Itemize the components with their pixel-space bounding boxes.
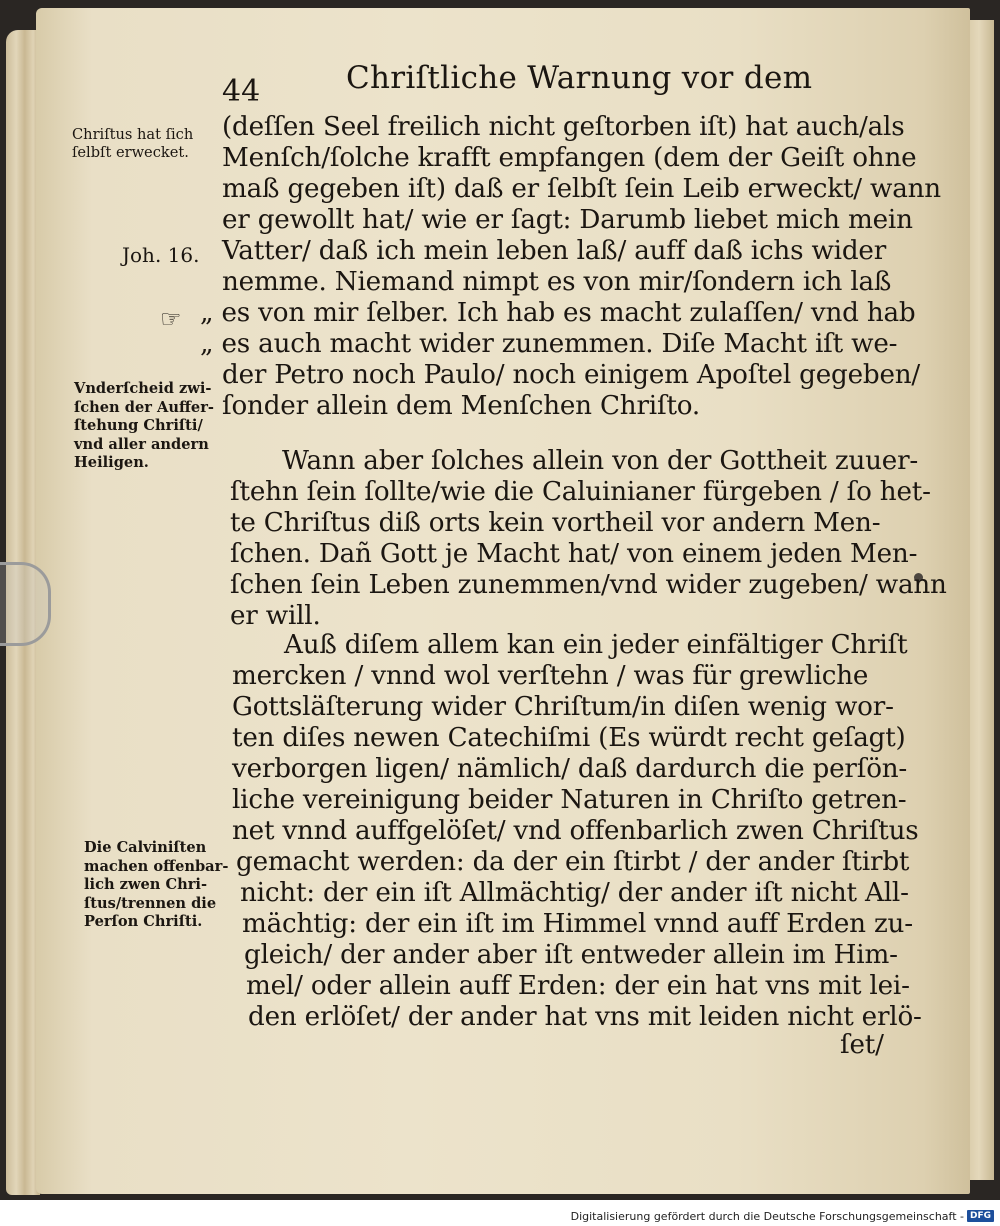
body-line: mächtig: der ein iſt im Himmel vnnd auff Erden zu-: [242, 909, 913, 939]
margin-note-3: [74, 380, 214, 473]
margin-note-line: Heiligen.: [74, 454, 149, 471]
dfg-logo: DFG: [967, 1210, 994, 1222]
body-line: er will.: [230, 601, 321, 631]
margin-note-line: ſtus/trennen die: [84, 894, 217, 912]
margin-note-1: [72, 126, 193, 162]
pointing-hand-icon: ☞: [160, 305, 182, 333]
body-line: net vnnd auffgelöſet/ vnd offenbarlich zwen Chriſtus: [232, 816, 919, 846]
margin-note-line: Die Calviniſten: [84, 839, 207, 856]
page-clip-marker: [0, 562, 51, 646]
margin-note-line: Joh. 16.: [122, 243, 200, 267]
margin-note-line: lich zwen Chri-: [84, 876, 208, 893]
margin-note-4: [84, 839, 228, 932]
margin-note-line: ſtehung Chriſti/: [74, 417, 203, 434]
body-line: (deſſen Seel freilich nicht geſtorben iſt) hat auch/als: [222, 112, 905, 142]
catchword: ſet/: [840, 1030, 884, 1060]
margin-note-line: Perſon Chriſti.: [84, 913, 203, 930]
body-line: ſchen ſein Leben zunemmen/vnd wider zugeben/ wann: [230, 570, 947, 600]
margin-note-line: Chriſtus hat ſich: [72, 126, 194, 143]
body-line: maß gegeben iſt) daß er ſelbſt ſein Leib erweckt/ wann: [222, 174, 941, 204]
body-line: te Chriſtus diß orts kein vortheil vor andern Men-: [230, 508, 881, 538]
margin-note-line: Vnderſcheid zwi-: [74, 380, 212, 397]
body-line: nicht: der ein iſt Allmächtig/ der ander iſt nicht All-: [240, 878, 909, 908]
body-line: er gewollt hat/ wie er ſagt: Darumb liebet mich mein: [222, 205, 913, 235]
body-line: Wann aber ſolches allein von der Gottheit zuuer-: [282, 446, 919, 476]
body-line: nemme. Niemand nimpt es von mir/ſondern ich laß: [222, 267, 892, 297]
body-line: „ es auch macht wider zunemmen. Diſe Macht iſt we-: [200, 329, 898, 359]
body-line: der Petro noch Paulo/ noch einigem Apoſtel gegeben/: [222, 360, 921, 390]
body-line: ſtehn ſein ſollte/wie die Caluinianer fürgeben / ſo het-: [230, 477, 931, 507]
body-line: gemacht werden: da der ein ſtirbt / der ander ſtirbt: [236, 847, 910, 877]
running-title: Chriſtliche Warnung vor dem: [346, 60, 813, 96]
margin-note-line: ſelbſt erwecket.: [72, 144, 189, 161]
body-line: Menſch/ſolche krafft empfangen (dem der Geiſt ohne: [222, 143, 917, 173]
footer-text: Digitalisierung gefördert durch die Deutsche Forschungsgemeinschaft -: [570, 1209, 964, 1223]
body-line: Gottsläſterung wider Chriſtum/in diſen wenig wor-: [232, 692, 894, 722]
body-line: Auß diſem allem kan ein jeder einfältiger Chriſt: [284, 630, 908, 660]
margin-note-line: machen offenbar-: [84, 857, 229, 875]
body-line: verborgen ligen/ nämlich/ daß dardurch die perſön-: [232, 754, 908, 784]
body-line: ſchen. Dañ Gott je Macht hat/ von einem jeden Men-: [230, 539, 918, 569]
body-line: Vatter/ daß ich mein leben laß/ auff daß ichs wider: [222, 236, 887, 266]
body-line: ten diſes newen Catechiſmi (Es würdt recht geſagt): [232, 723, 906, 753]
body-line: „ es von mir ſelber. Ich hab es macht zulaſſen/ vnd hab: [200, 298, 916, 328]
margin-note-line: vnd aller andern: [74, 435, 209, 453]
margin-note-2: [122, 243, 200, 267]
body-line: den erlöſet/ der ander hat vns mit leiden nicht erlö-: [248, 1002, 922, 1032]
body-line: gleich/ der ander aber iſt entweder allein im Him-: [244, 940, 898, 970]
margin-note-line: ſchen der Auffer-: [74, 398, 214, 416]
digitization-footer: [571, 1207, 994, 1225]
body-line: mel/ oder allein auff Erden: der ein hat vns mit lei-: [246, 971, 910, 1001]
body-line: ſonder allein dem Menſchen Chriſto.: [222, 391, 701, 421]
page-number: 44: [222, 74, 261, 109]
body-line: mercken / vnnd wol verſtehn / was für grewliche: [232, 661, 869, 691]
body-line: liche vereinigung beider Naturen in Chriſto getren-: [232, 785, 907, 815]
